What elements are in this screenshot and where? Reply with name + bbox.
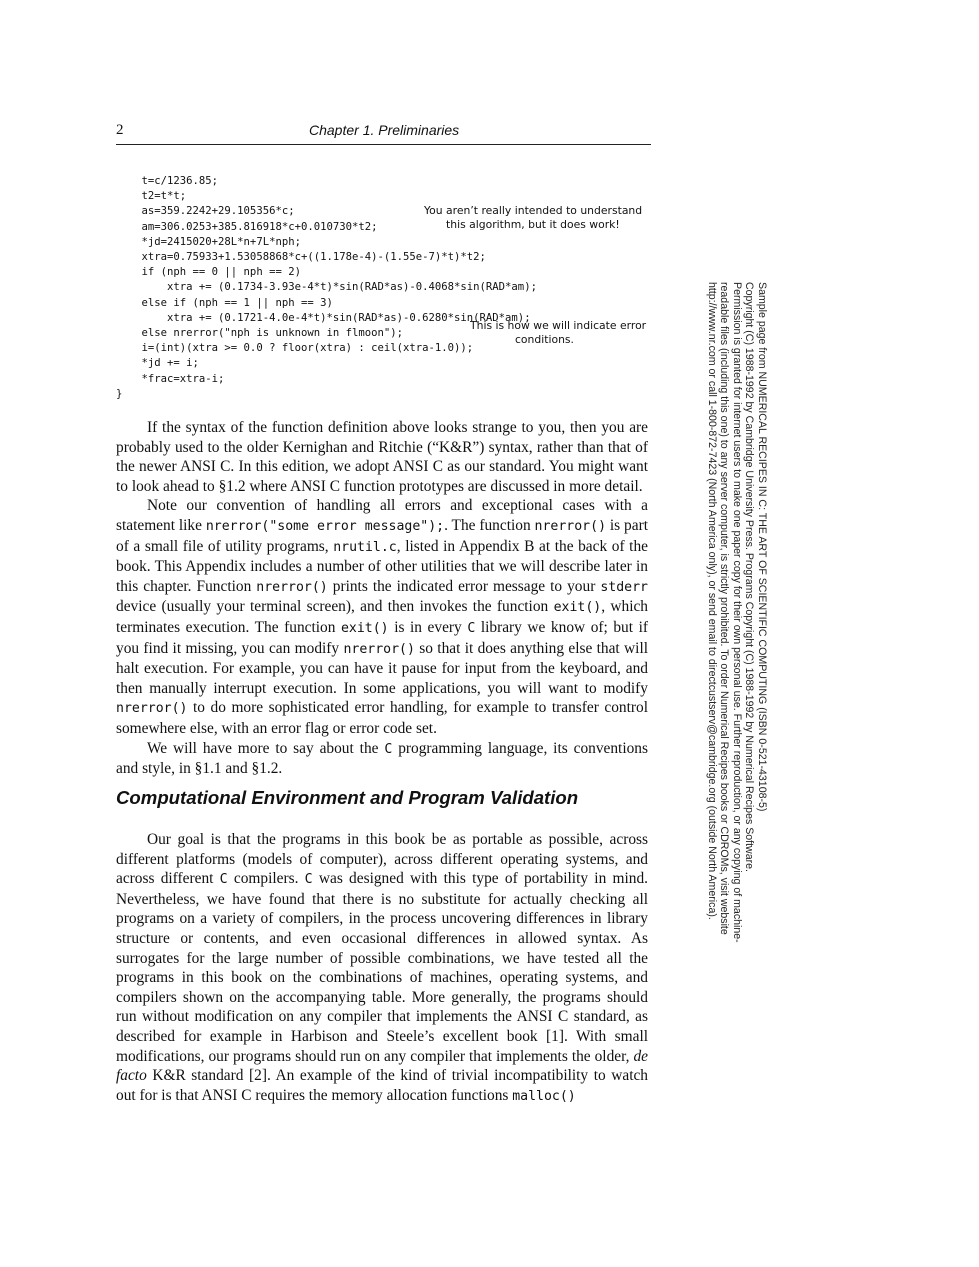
paragraph: Note our convention of handling all errors and exceptional cases with a statement like nrerror("some error message");. The function nrerror() is part of a small file of utility programs, nrutil.c, listed in Appendix B at the back of the book. This Appendix includes a number of other utilities that we will describe later in this chapter. Function nrerror() prints the indicated error message to your stderr device (usually your terminal screen), and then invokes the function exit(), which terminates execution. The function exit() is in every C library we know of; but if you find it missing, you can modify nrerror() so that it does anything else that will halt execution. For example, you can have it pause for input from the keyboard, and then manually interrupt execution. In some applications, you will want to modify nrerror() to do more sophisticated error handling, for example to transfer control somewhere else, with an error flag or error code set. xyxy=(116,497,648,737)
margin-annotation: this algorithm, but it does work! xyxy=(446,218,620,231)
code-line: else if (nph == 1 || nph == 3) xyxy=(116,296,333,309)
margin-annotation: conditions. xyxy=(515,333,574,346)
code-line: i=(int)(xtra >= 0.0 ? floor(xtra) : ceil(xtra-1.0)); xyxy=(116,342,474,355)
paragraph: Our goal is that the programs in this book be as portable as possible, across different platforms (models of computer), across different operating systems, and across different C compilers. C was designed with this type of portability in mind. Nevertheless, we have found that there is no substitute for actually checking all programs on a variety of compilers, in the process uncovering differences in library structure or contents, and even occasional differences in allowed syntax. As surrogates for the large number of possible combinations, we have tested all the programs in this book on the combinations of machines, operating systems, and compilers shown on the accompanying table. More generally, the programs should run without modification on any compiler that implements the ANSI C standard, as described for example in Harbison and Steele’s excellent book [1]. With small modifications, our programs should run on any compiler that implements the older, de facto K&R standard [2]. An example of the kind of trivial incompatibility to watch out for is that ANSI C requires the memory allocation functions malloc() xyxy=(116,831,649,1104)
page-number: 2 xyxy=(116,122,124,138)
code-line: t2=t*t; xyxy=(116,190,187,203)
copyright-sidebar xyxy=(692,282,768,982)
code-line: *jd += i; xyxy=(116,357,199,370)
section-heading: Computational Environment and Program Validation xyxy=(116,787,579,808)
paragraph: If the syntax of the function definition above looks strange to you, then you are probably used to the older Kernighan and Ritchie (“K&R”) syntax, rather than that of the newer ANSI C. In this edition, we adopt ANSI C as our standard. You might want to look ahead to §1.2 where ANSI C function prototypes are discussed in more detail. xyxy=(116,419,648,495)
code-line: xtra=0.75933+1.53058868*c+((1.178e-4)-(1.55e-7)*t)*t2; xyxy=(116,251,486,264)
sidebar-line: Permission is granted for internet users to make one paper copy for their own personal use. Further reproduction, or any copying of machine- xyxy=(730,282,743,943)
code-line: t=c/1236.85; xyxy=(116,175,219,187)
code-line: if (nph == 0 || nph == 2) xyxy=(116,266,301,279)
running-title: Chapter 1. Preliminaries xyxy=(309,122,460,138)
page-header xyxy=(116,120,651,145)
paragraph: We will have more to say about the C programming language, its conventions and style, in §1.1 and §1.2. xyxy=(116,739,648,778)
body-text-top xyxy=(116,418,648,779)
code-line: am=306.0253+385.816918*c+0.010730*t2; xyxy=(116,220,378,233)
code-line: else nrerror("nph is unknown in flmoon"); xyxy=(116,327,404,340)
body-text-bottom xyxy=(116,830,648,1106)
sidebar-line: Sample page from NUMERICAL RECIPES IN C: THE ART OF SCIENTIFIC COMPUTING (ISBN 0-521-43108-5) xyxy=(756,282,768,812)
code-line: *frac=xtra-i; xyxy=(116,372,225,385)
code-line: xtra += (0.1721-4.0e-4*t)*sin(RAD*as)-0.6280*sin(RAD*am); xyxy=(116,311,531,324)
code-line: xtra += (0.1734-3.93e-4*t)*sin(RAD*as)-0.4068*sin(RAD*am); xyxy=(116,281,537,294)
code-line: as=359.2242+29.105356*c; xyxy=(116,205,295,218)
sidebar-line: Copyright (C) 1988-1992 by Cambridge University Press. Programs Copyright (C) 1988-1992 by Numerical Recipes Software. xyxy=(743,282,756,872)
code-line: } xyxy=(116,387,123,400)
sidebar-line: readable files (including this one) to any server computer, is strictly prohibited. To order Numerical Recipes books or CDROMs, visit website xyxy=(718,282,731,935)
code-line: *jd=2415020+28L*n+7L*nph; xyxy=(116,235,301,248)
margin-annotation: You aren’t really intended to understand xyxy=(424,204,643,217)
margin-annotation: This is how we will indicate error xyxy=(470,319,647,332)
sidebar-line: http://www.nr.com or call 1-800-872-7423 (North America only), or send email to directcustserv@cambridge.org (outside North America). xyxy=(705,282,718,920)
